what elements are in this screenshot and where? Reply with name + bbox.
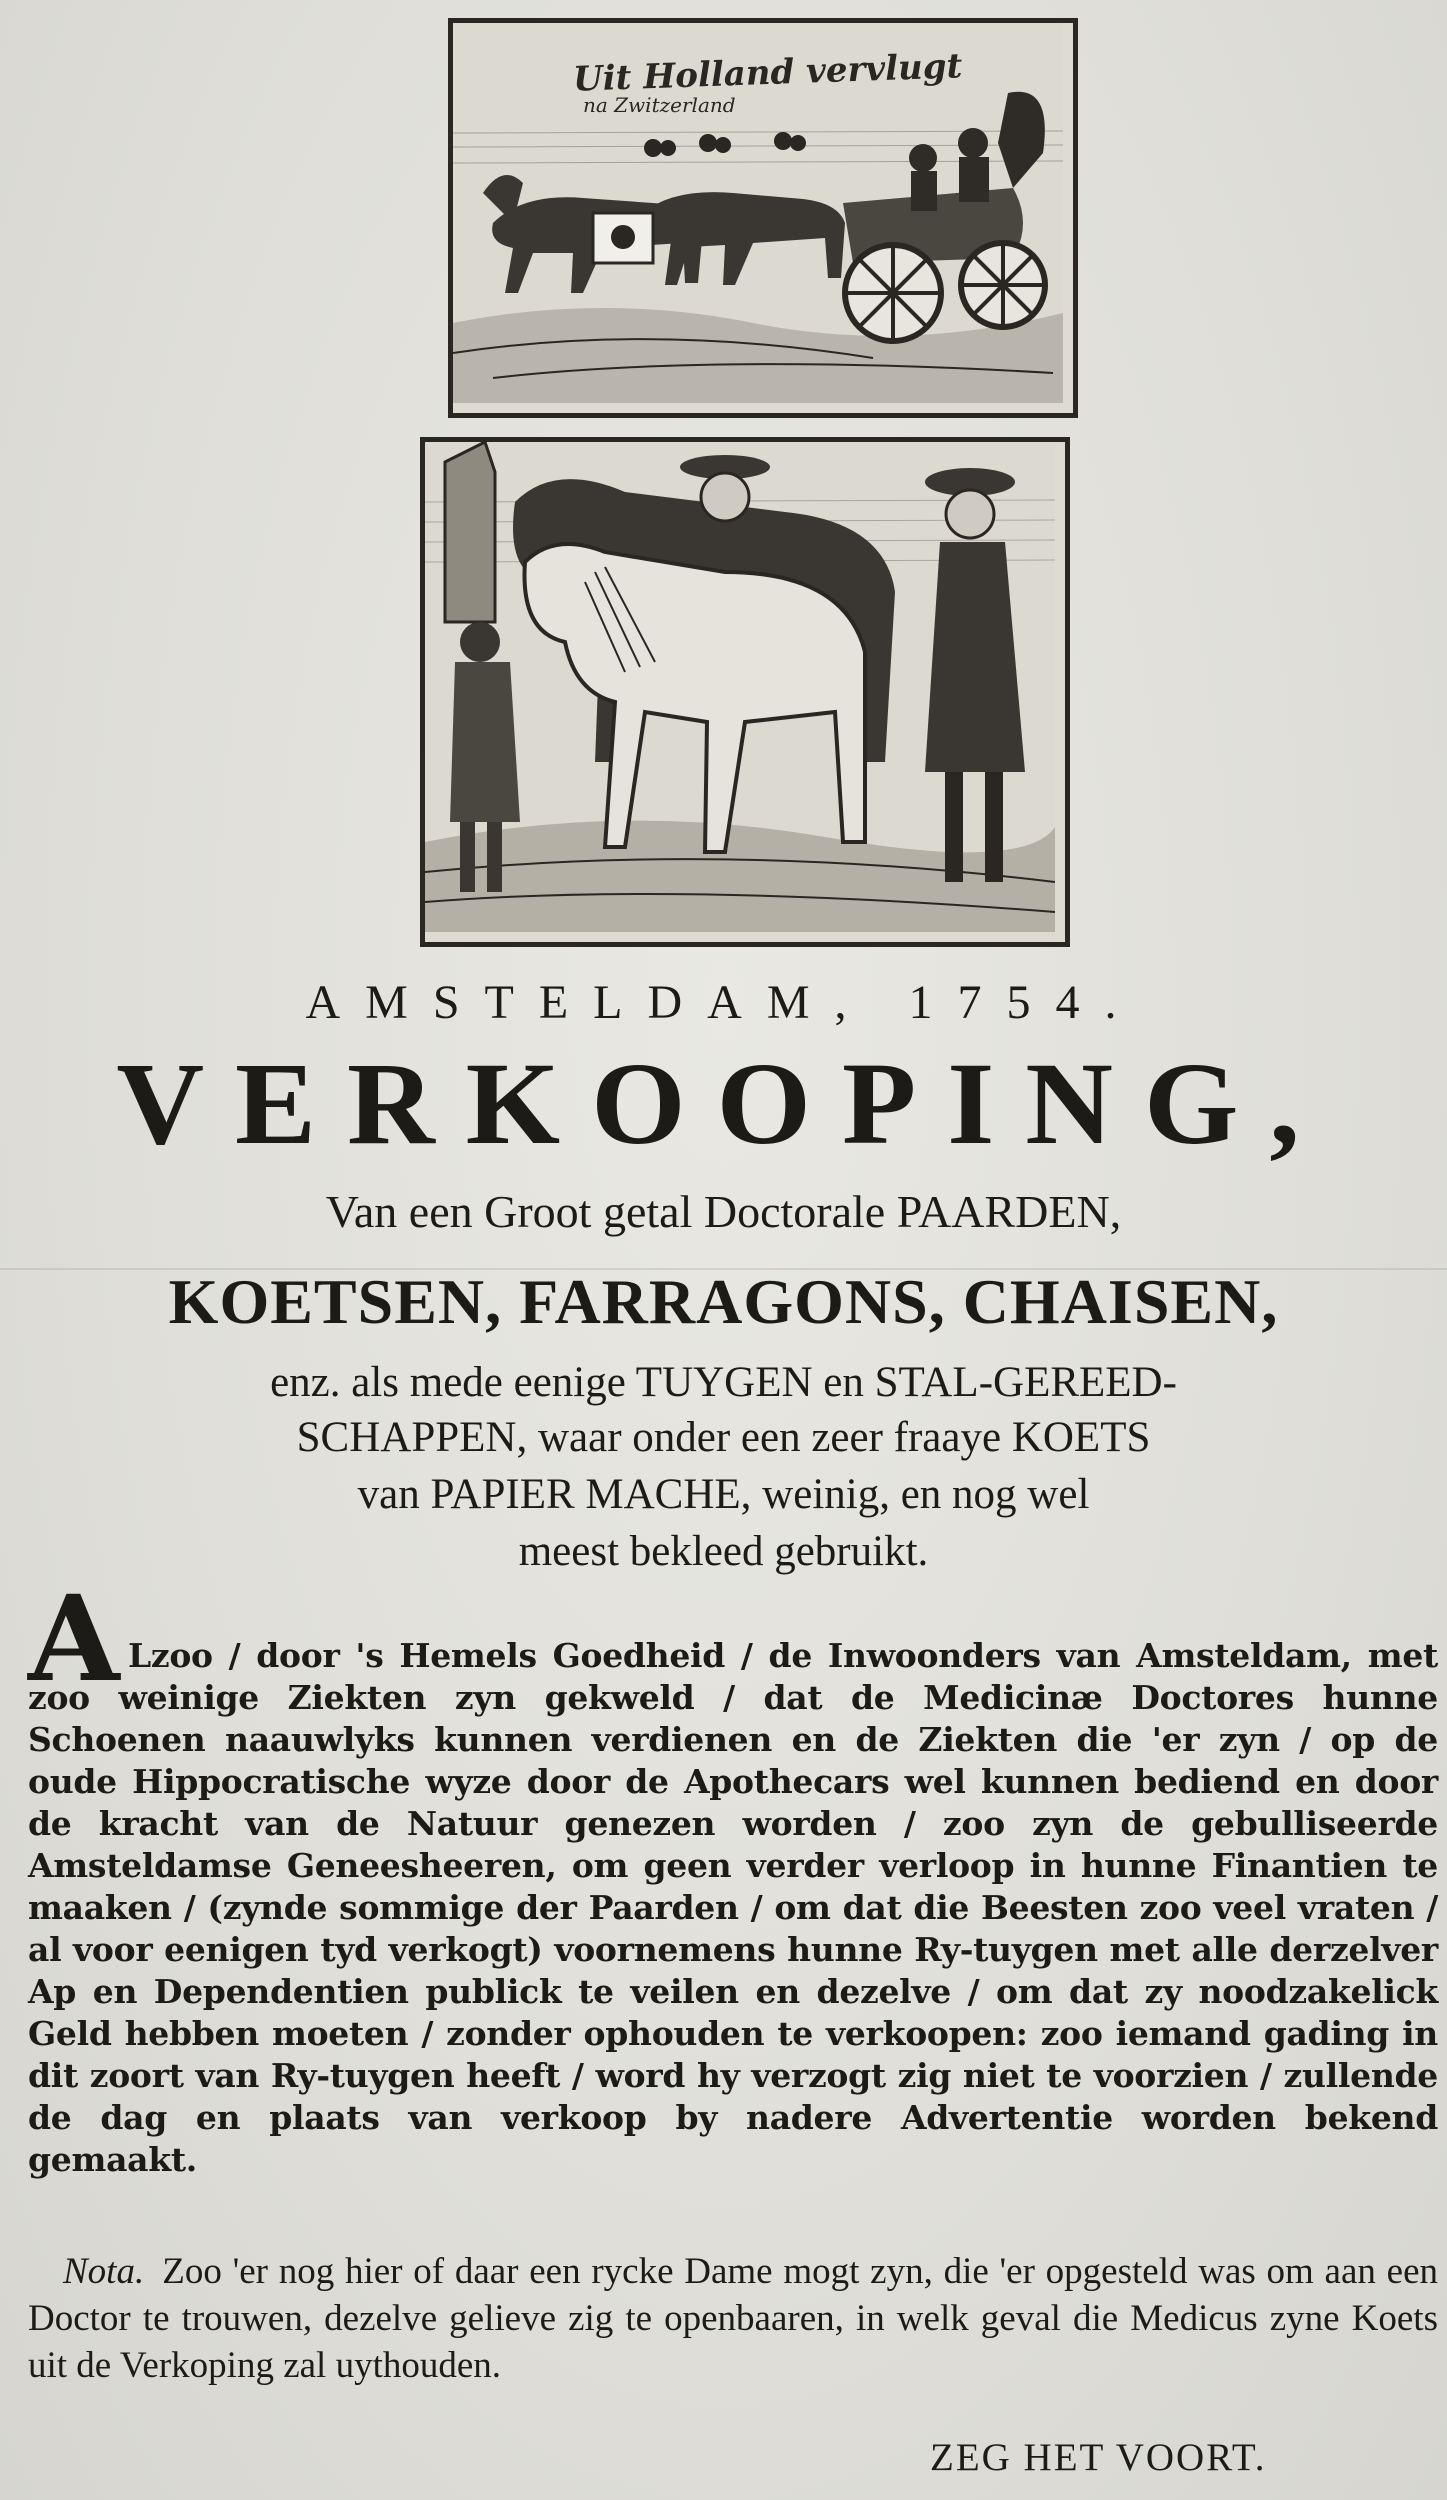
- nota-text: Zoo 'er nog hier of daar een rycke Dame mogt zyn, die 'er opgesteld was om aan een Doctor te trouwen, dezelve gelieve zig te openbaaren, in welk geval die Medicus zyne Koets uit de Verkoping zal uythouden.: [28, 2251, 1438, 2386]
- closing-motto: ZEG HET VOORT.: [930, 2436, 1267, 2479]
- woodcut-caption-line2: na Zwitzerland: [583, 93, 736, 117]
- subtitle-line-3: enz. als mede eenige TUYGEN en STAL-GEREED-: [270, 1359, 1177, 1406]
- subtitle-line-2: KOETSEN, FARRAGONS, CHAISEN,: [168, 1266, 1279, 1337]
- page-title: VERKOOPING,: [116, 1038, 1331, 1169]
- nota-label: Nota.: [63, 2251, 145, 2292]
- subtitle-line-4: SCHAPPEN, waar onder een zeer fraaye KOETS: [296, 1414, 1151, 1461]
- drop-cap: A: [28, 1569, 120, 1708]
- woodcut-coach: [448, 18, 1078, 418]
- subtitle-line-1: Van een Groot getal Doctorale PAARDEN,: [325, 1186, 1122, 1237]
- woodcut-horses: [420, 437, 1070, 947]
- nota-paragraph: [28, 2248, 1438, 2389]
- woodcut-caption-line1: Uit Holland vervlugt: [572, 46, 963, 100]
- city-year-heading: AMSTELDAM, 1754.: [305, 976, 1142, 1029]
- body-paragraph: Lzoo / door 's Hemels Goedheid / de Inwoonders van Amsteldam, met zoo weinige Ziekten zyn gekweld / dat de Medicinæ Doctores hunne Schoenen naauwlyks kunnen verdienen en de Ziekten die 'er zyn / op de oude Hippocratische wyze door de Apothecars wel kunnen bediend en door de kracht van de Natuur genezen worden / zoo zyn de gebulliseerde Amsteldamse Geneesheeren, om geen verder verloop in hunne Finantien te maaken / (zynde sommige der Paarden / om dat die Beesten zoo veel vraten / al voor eenigen tyd verkogt) voornemens hunne Ry-tuygen met alle derzelver Ap en Dependentien publick te veilen en dezelve / om dat zy noodzakelick Geld hebben moeten / zonder ophouden te verkoopen: zoo iemand gading in dit zoort van Ry-tuygen heeft / word hy verzogt zig niet te voorzien / zullende de dag en plaats van verkoop by nadere Advertentie worden bekend gemaakt.: [28, 1636, 1438, 2179]
- subtitle-line-6: meest bekleed gebruikt.: [518, 1528, 929, 1575]
- subtitle-line-5: van PAPIER MACHE, weinig, en nog wel: [357, 1471, 1090, 1518]
- horses-illustration: [425, 442, 1055, 932]
